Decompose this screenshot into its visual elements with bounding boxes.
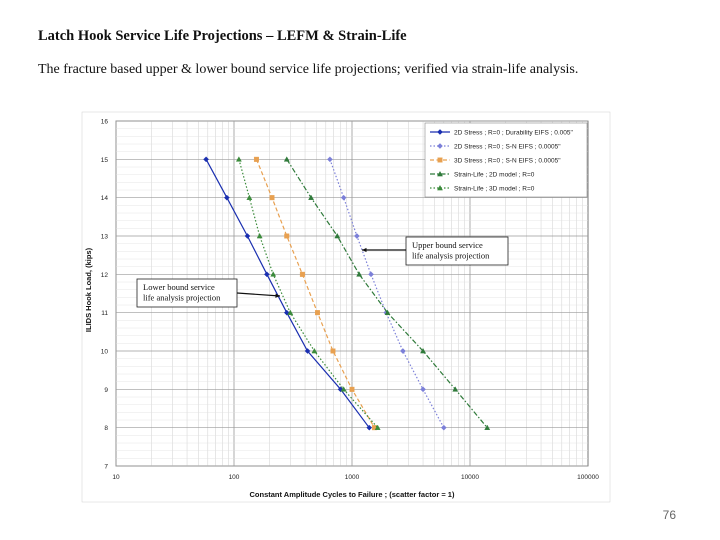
y-tick-label: 10 — [100, 348, 108, 356]
y-tick-label: 11 — [101, 310, 108, 318]
y-tick-label: 9 — [104, 386, 108, 394]
x-axis-label: Constant Amplitude Cycles to Failure ; (scatter factor = 1) — [249, 490, 455, 499]
legend-entry: Strain-Life ; 2D model ; R=0 — [454, 171, 535, 179]
x-tick-label: 1000 — [344, 474, 360, 481]
data-point — [254, 157, 259, 162]
slide-subtitle: The fracture based upper & lower bound service life projections; verified via strain-life analysis. — [38, 62, 579, 77]
legend-entry: 3D Stress ; R=0 ; S-N EIFS ; 0.0005" — [454, 157, 561, 165]
y-tick-label: 8 — [104, 425, 108, 433]
slide-title: Latch Hook Service Life Projections – LEFM & Strain-Life — [38, 28, 407, 44]
y-tick-label: 16 — [100, 118, 108, 126]
lower-bound-callout-text: life analysis projection — [143, 292, 221, 303]
x-tick-label: 10 — [112, 474, 120, 481]
y-tick-label: 13 — [100, 233, 108, 241]
legend-entry: 2D Stress ; R=0 ; Durability EIFS ; 0.005" — [454, 129, 573, 137]
x-tick-label: 10000 — [460, 474, 480, 481]
data-point — [300, 272, 305, 277]
lower-bound-callout-text: Lower bound service — [143, 282, 215, 292]
y-tick-label: 7 — [104, 463, 108, 471]
data-point — [270, 195, 275, 200]
y-tick-label: 15 — [100, 156, 108, 164]
data-point — [350, 387, 355, 392]
legend-entry: 2D Stress ; R=0 ; S-N EIFS ; 0.0005" — [454, 143, 561, 151]
chart-legend — [425, 123, 587, 197]
y-tick-label: 12 — [100, 271, 108, 279]
data-point — [315, 310, 320, 315]
page-number: 76 — [662, 508, 676, 522]
y-axis-label: ILIDS Hook Load, (kips) — [84, 247, 93, 333]
x-tick-label: 100000 — [577, 474, 599, 481]
legend-entry: Strain-Life ; 3D model ; R=0 — [454, 185, 535, 193]
upper-bound-callout-text: life analysis projection — [412, 250, 490, 261]
y-tick-label: 14 — [100, 195, 108, 203]
upper-bound-callout-text: Upper bound service — [412, 240, 483, 250]
x-tick-label: 100 — [228, 474, 240, 481]
legend-marker — [438, 158, 443, 163]
data-point — [284, 234, 289, 239]
data-point — [331, 349, 336, 354]
